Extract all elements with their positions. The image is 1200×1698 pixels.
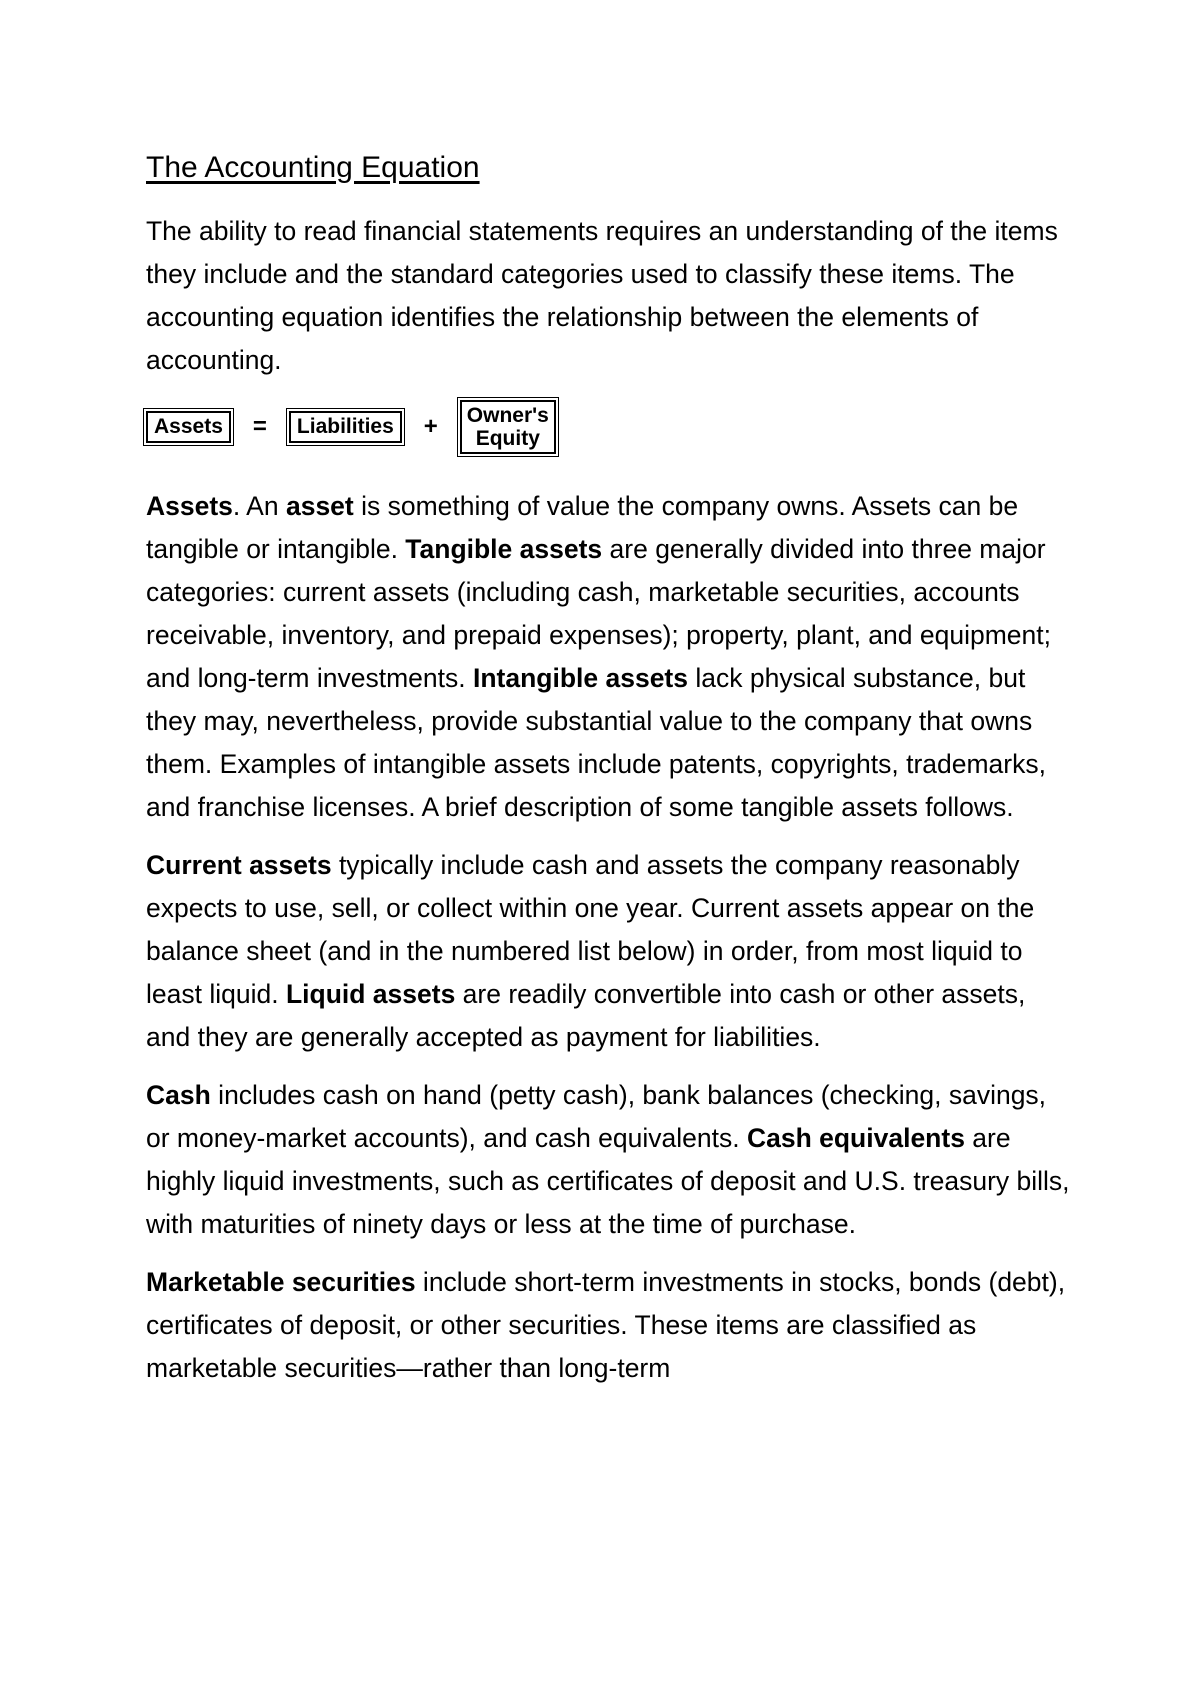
document-page [146,148,1076,1405]
term-liquid-assets: Liquid assets [285,979,456,1009]
current-text-2: are readily convertible into cash or other assets, and they are generally accepted as payment for liabilities. [146,979,1026,1052]
accounting-equation-diagram [146,397,1076,457]
securities-text-1: include short-term investments in stocks, bonds (debt), certificates of deposit, or other securities. These items are classified as marketable securities—rather than long-term [146,1267,1066,1383]
marketable-securities-paragraph [146,1261,1076,1390]
term-intangible-assets: Intangible assets [472,663,688,693]
assets-text-1: . An [232,491,286,521]
cash-text-2: are highly liquid investments, such as certificates of deposit and U.S. treasury bills, with maturities of ninety days or less at the time of purchase. [146,1123,1070,1239]
owners-equity-box [460,400,556,454]
intro-paragraph: The ability to read financial statements requires an understanding of the items they include and the standard categories used to classify these items. The accounting equation identifies the relationship between the elements of accounting. [146,216,1058,375]
term-cash: Cash [146,1080,211,1110]
assets-text-3: are generally divided into three major categories: current assets (including cash, marketable securities, accounts receivable, inventory, and prepaid expenses); property, plant, and equipment; and long-term investments. [146,534,1051,693]
term-marketable-securities: Marketable securities [146,1267,416,1297]
page-title: The Accounting Equation [146,151,480,184]
assets-box [146,411,231,443]
term-cash-equivalents: Cash equivalents [746,1123,965,1153]
assets-text-2: is something of value the company owns. Assets can be tangible or intangible. [146,491,1019,564]
current-assets-paragraph [146,844,1076,1059]
cash-text-1: includes cash on hand (petty cash), bank balances (checking, savings, or money-market accounts), and cash equivalents. [146,1080,1047,1153]
owners-equity-line1: Owner's [466,404,549,427]
liabilities-box-label: Liabilities [296,415,394,438]
term-current-assets: Current assets [146,850,332,880]
assets-box-label: Assets [154,415,223,438]
equals-sign: = [252,413,267,440]
current-text-1: typically include cash and assets the company reasonably expects to use, sell, or collect within one year. Current assets appear on the balance sheet (and in the numbered list below) in order, from most liquid to least liquid. [146,850,1035,1009]
cash-paragraph [146,1074,1076,1246]
term-asset: asset [285,491,354,521]
assets-text-4: lack physical substance, but they may, nevertheless, provide substantial value to the company that owns them. Examples of intangible assets include patents, copyrights, trademarks, and franchise licenses. A brief description of some tangible assets follows. [146,663,1046,822]
assets-paragraph [146,485,1076,829]
term-assets: Assets [146,491,233,521]
term-tangible-assets: Tangible assets [405,534,603,564]
liabilities-box [289,411,402,443]
owners-equity-line2: Equity [475,427,540,450]
plus-sign: + [423,413,438,440]
